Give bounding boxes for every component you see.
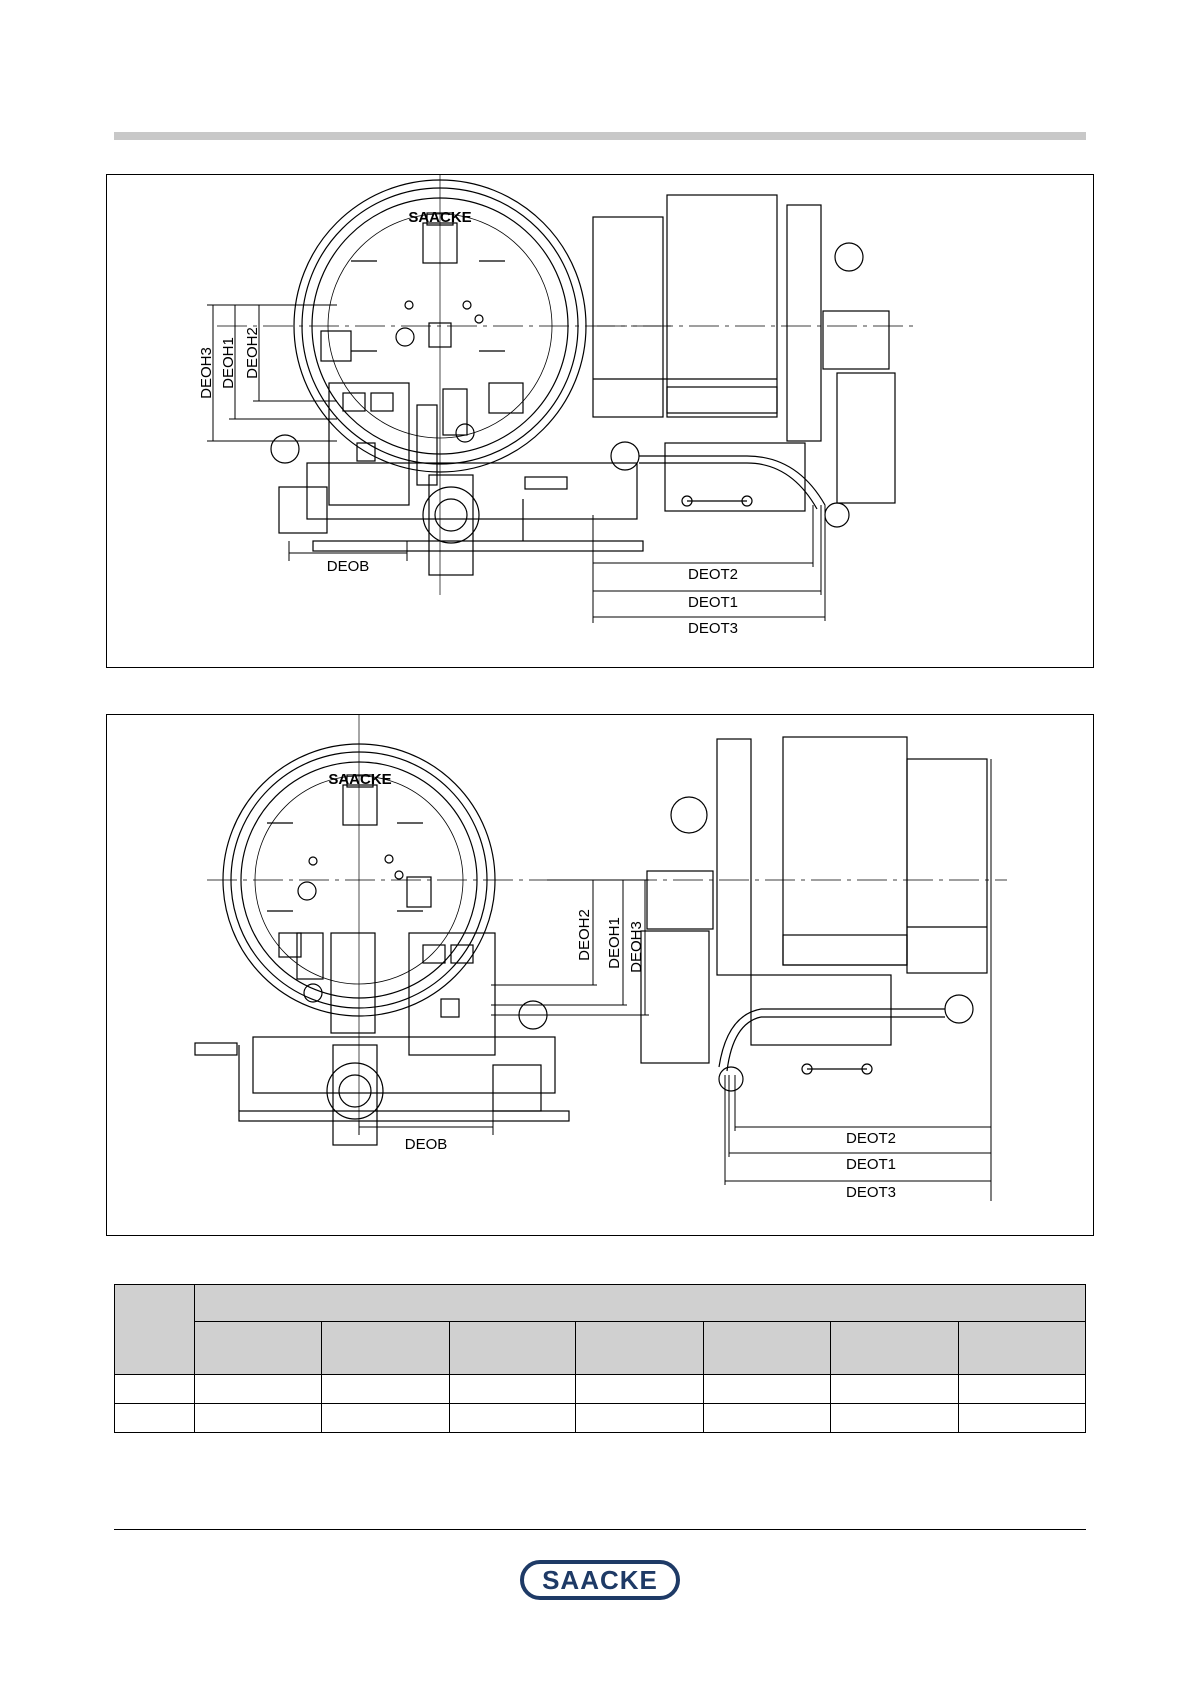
dim-deoh1-top: DEOH1 (220, 337, 237, 389)
front-plate-label: SAACKE (408, 209, 472, 226)
table-header-row-2 (115, 1322, 1086, 1375)
table-cell (704, 1404, 831, 1433)
table-header-cell (704, 1322, 831, 1375)
table-cell (831, 1404, 959, 1433)
table-header-cell (449, 1322, 576, 1375)
dim-deot1-top: DEOT1 (687, 594, 739, 611)
table-cell (704, 1375, 831, 1404)
dim-deot3-top: DEOT3 (687, 620, 739, 637)
front-view (217, 175, 677, 595)
table-cell (449, 1404, 576, 1433)
drawing-top (107, 175, 1093, 667)
header-bar (114, 132, 1086, 140)
dim-deot2-top: DEOT2 (687, 566, 739, 583)
table-row (115, 1404, 1086, 1433)
table-cell (959, 1375, 1086, 1404)
table-cell (115, 1375, 195, 1404)
drawing-top-frame (106, 174, 1094, 668)
logo-text: SAACKE (542, 1564, 658, 1595)
side-view (593, 195, 917, 527)
dim-deoh1-bottom: DEOH1 (606, 917, 623, 969)
dim-deot2-bottom: DEOT2 (845, 1130, 897, 1147)
table-header-cell (194, 1322, 321, 1375)
front-plate-label-bottom: SAACKE (328, 771, 392, 788)
table-cell (194, 1404, 321, 1433)
dim-deob-bottom: DEOB (404, 1136, 448, 1153)
footer-rule (114, 1529, 1086, 1530)
side-view-mirrored (627, 737, 1007, 1091)
dim-deot1-bottom: DEOT1 (845, 1156, 897, 1173)
drawing-bottom-frame (106, 714, 1094, 1236)
dim-deoh3-bottom: DEOH3 (628, 921, 645, 973)
dim-deoh2-bottom: DEOH2 (576, 909, 593, 961)
dimension-table (114, 1284, 1086, 1433)
dim-deob-top: DEOB (326, 558, 370, 575)
table-cell (115, 1404, 195, 1433)
table-row (115, 1375, 1086, 1404)
table-header-row-1 (115, 1285, 1086, 1322)
table-cell (449, 1375, 576, 1404)
table-cell (831, 1375, 959, 1404)
table-header-cell (115, 1285, 195, 1375)
table-cell (576, 1404, 704, 1433)
table-header-cell (831, 1322, 959, 1375)
front-view-mirrored (195, 715, 617, 1145)
saacke-logo (520, 1560, 680, 1600)
drawing-bottom (107, 715, 1093, 1235)
table-cell (321, 1375, 449, 1404)
table-header-cell (194, 1285, 1085, 1322)
table-header-cell (959, 1322, 1086, 1375)
dim-deoh2-top: DEOH2 (244, 327, 261, 379)
table-cell (959, 1404, 1086, 1433)
table-cell (576, 1375, 704, 1404)
table-cell (194, 1375, 321, 1404)
dim-deoh3-top: DEOH3 (198, 347, 215, 399)
dim-deot3-bottom: DEOT3 (845, 1184, 897, 1201)
table-header-cell (321, 1322, 449, 1375)
front-vertical-dims (207, 305, 407, 561)
table-header-cell (576, 1322, 704, 1375)
table-cell (321, 1404, 449, 1433)
